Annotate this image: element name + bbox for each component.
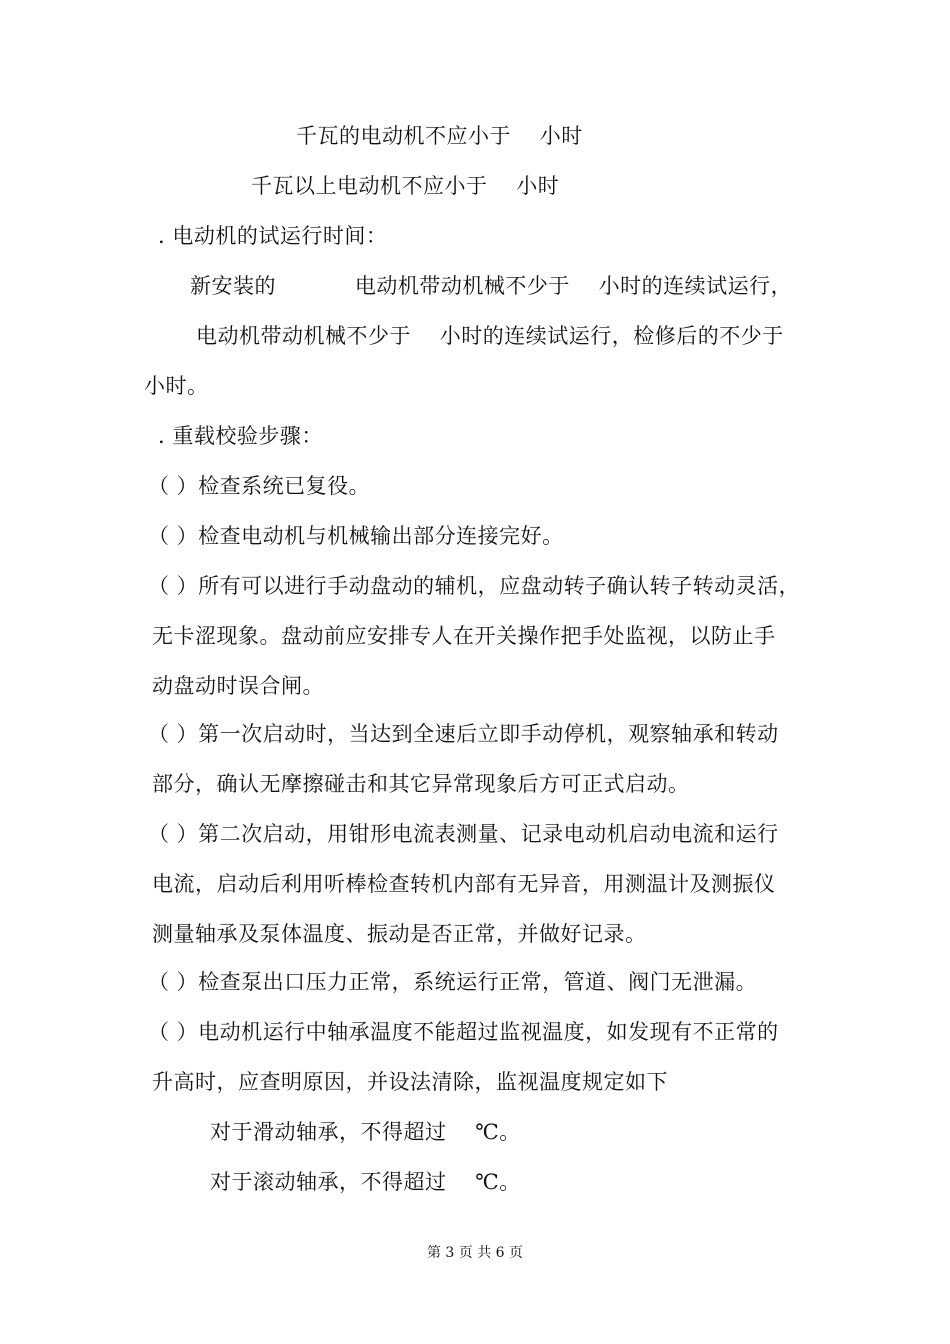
step-item-5: （ ）第二次启动，用钳形电流表测量、记录电动机启动电流和运行 [148, 822, 779, 846]
step-item-7: （ ）电动机运行中轴承温度不能超过监视温度，如发现有不正常的 [148, 1020, 779, 1044]
text-line-5: 电动机带动机械不少于 小时的连续试运行，检修后的不少于 [196, 324, 784, 348]
step-item-3: （ ）所有可以进行手动盘动的辅机，应盘动转子确认转子转动灵活， [148, 574, 801, 598]
step-item-4: （ ）第一次启动时，当达到全速后立即手动停机，观察轴承和转动 [148, 722, 779, 746]
rolling-bearing-limit: 对于滚动轴承，不得超过 ℃。 [210, 1170, 521, 1194]
step-item-7-cont: 升高时，应查明原因，并设法清除，监视温度规定如下 [152, 1070, 668, 1094]
sliding-bearing-limit: 对于滑动轴承，不得超过 ℃。 [210, 1120, 521, 1144]
step-item-5-cont-1: 电流，启动后利用听棒检查转机内部有无异音，用测温计及测振仪 [152, 872, 776, 896]
text-line-4: 新安装的 电动机带动机械不少于 小时的连续试运行， [190, 274, 793, 298]
step-item-3-cont-2: 动盘动时误合闸。 [152, 674, 324, 698]
section-heading-load-check: . 重载校验步骤： [158, 424, 323, 448]
step-item-6: （ ）检查泵出口压力正常，系统运行正常，管道、阀门无泄漏。 [148, 970, 758, 994]
step-item-4-cont: 部分，确认无摩擦碰击和其它异常现象后方可正式启动。 [152, 772, 690, 796]
step-item-5-cont-2: 测量轴承及泵体温度、振动是否正常，并做好记录。 [152, 922, 647, 946]
text-line-2: 千瓦以上电动机不应小于 小时 [251, 174, 560, 198]
page-number-footer: 第 3 页 共 6 页 [426, 1245, 524, 1261]
section-heading-trial-run: . 电动机的试运行时间： [158, 224, 388, 248]
step-item-1: （ ）检查系统已复役。 [148, 474, 371, 498]
step-item-2: （ ）检查电动机与机械输出部分连接完好。 [148, 524, 564, 548]
step-item-3-cont-1: 无卡涩现象。盘动前应安排专人在开关操作把手处监视，以防止手 [152, 624, 776, 648]
text-line-1: 千瓦的电动机不应小于 小时 [296, 124, 583, 148]
text-line-6: 小时。 [144, 374, 209, 398]
